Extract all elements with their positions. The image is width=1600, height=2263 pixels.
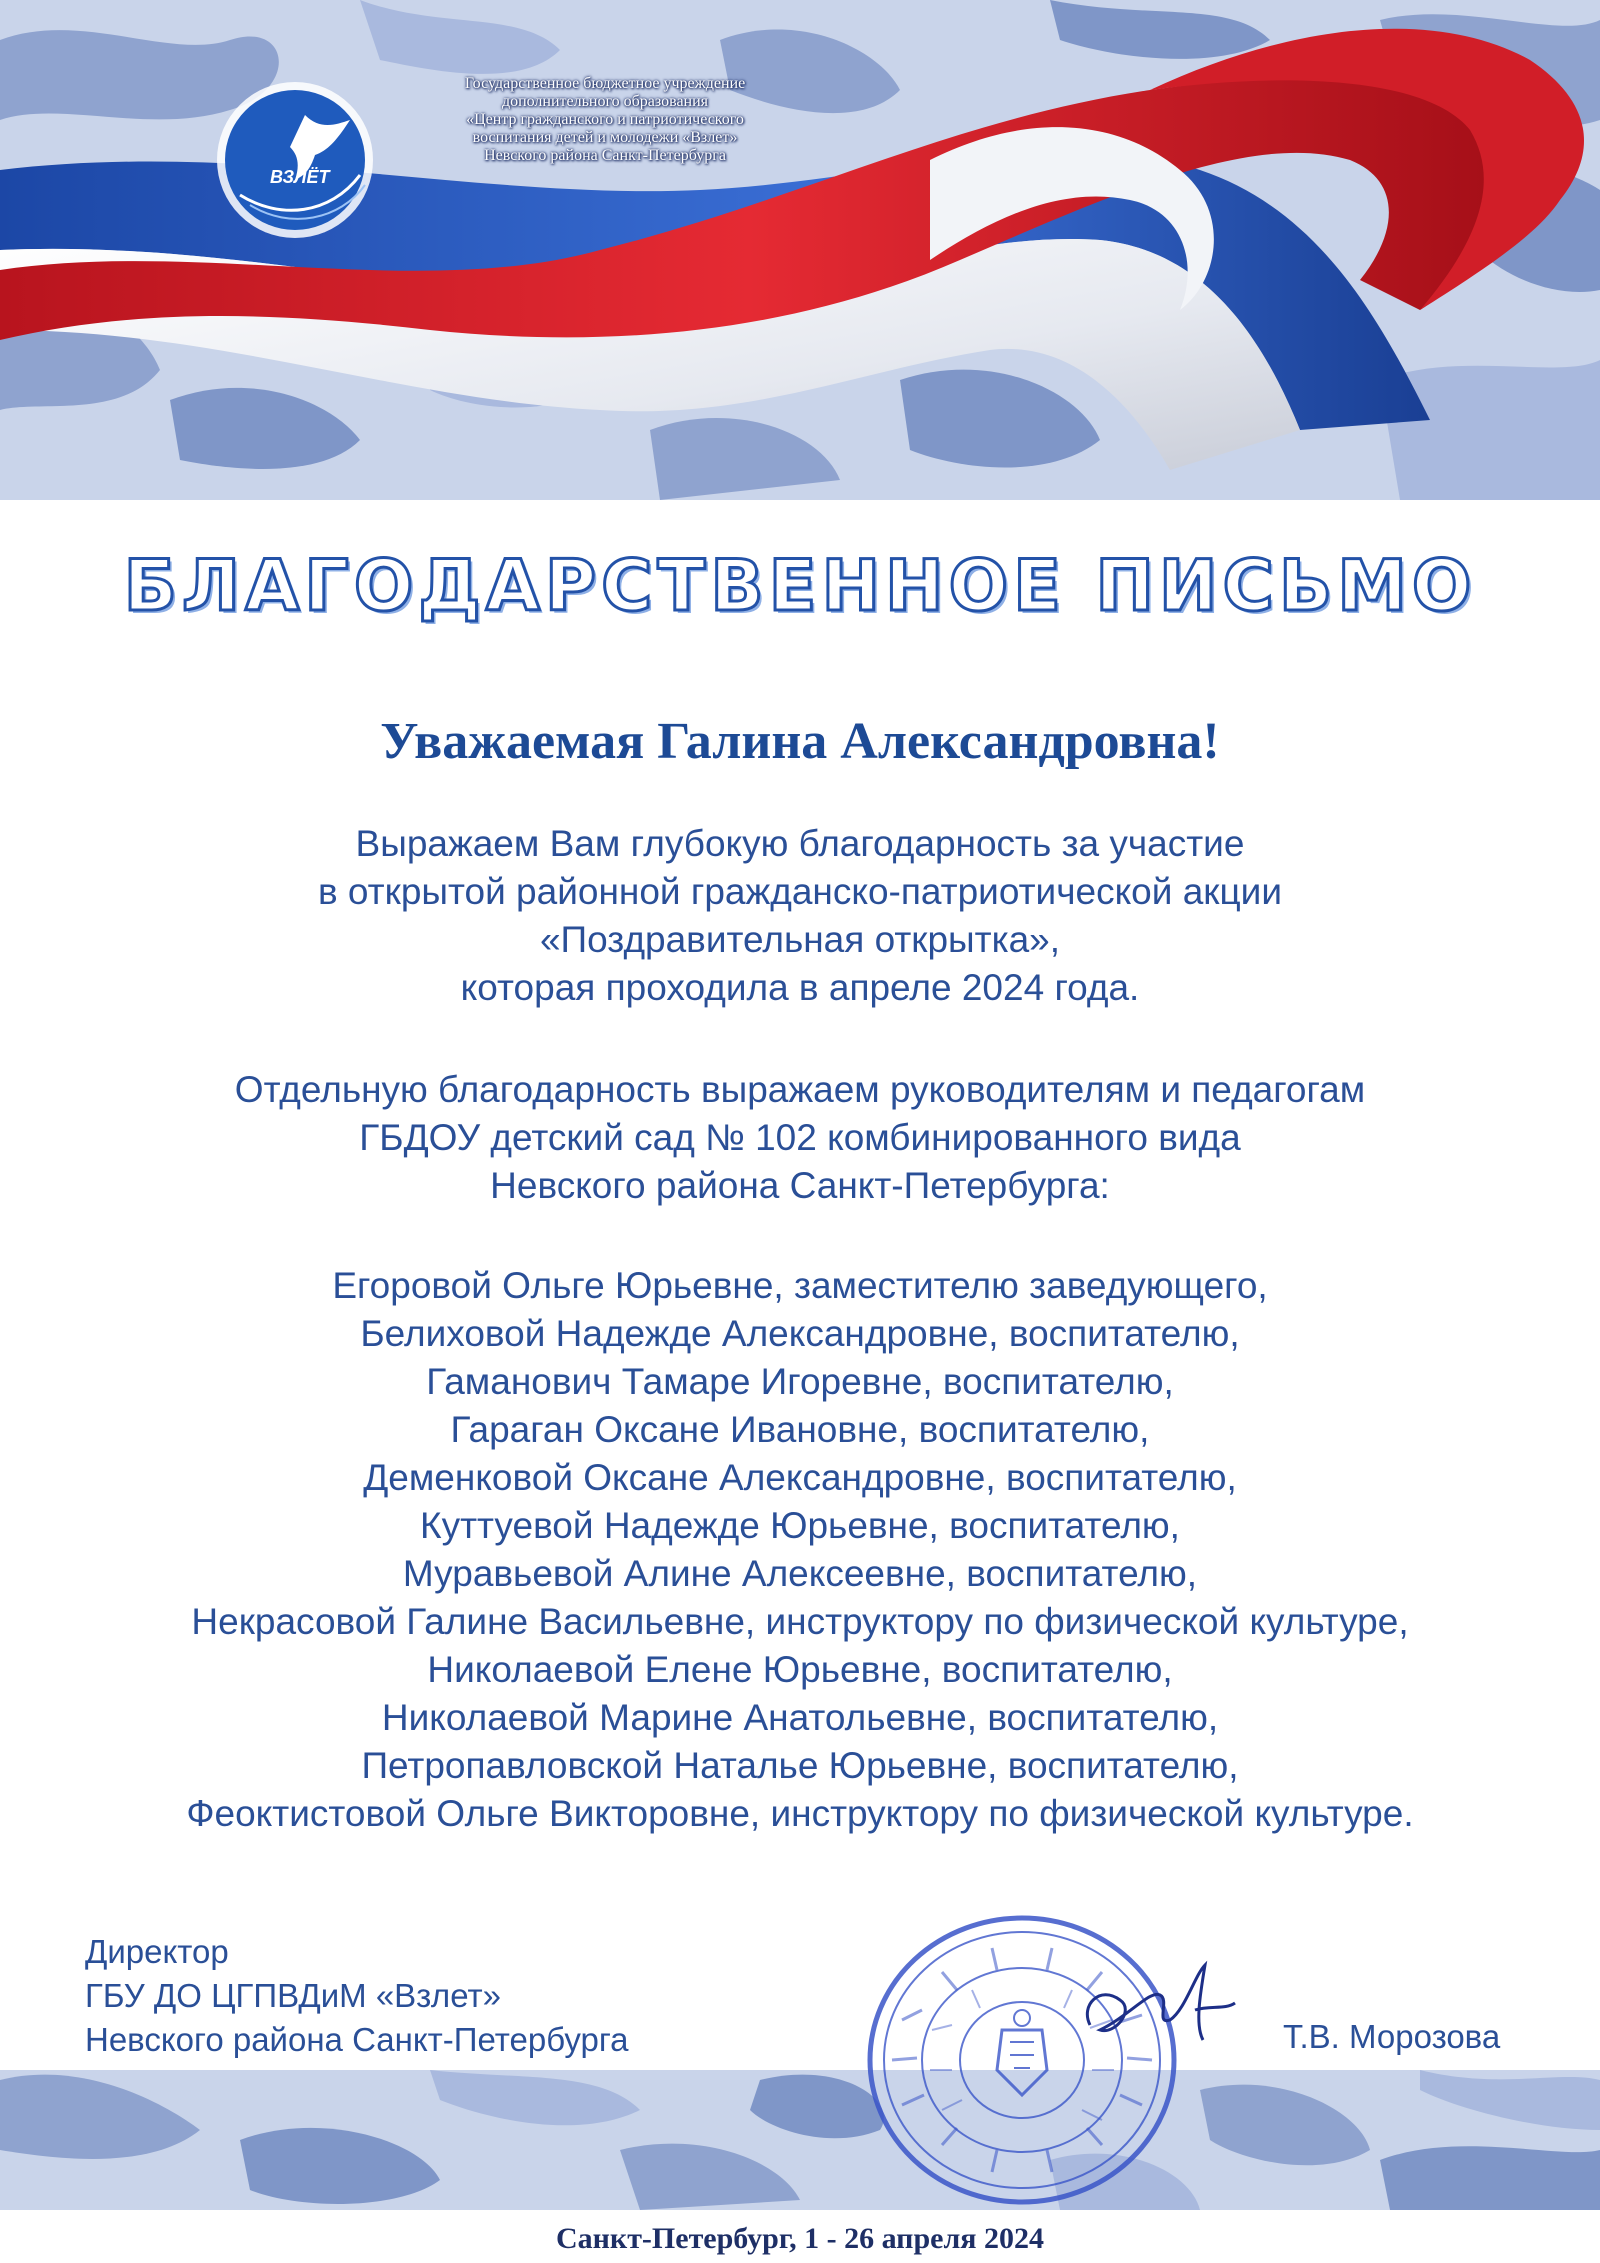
paragraph-line: Отдельную благодарность выражаем руководителям и педагогам <box>234 1069 1366 1110</box>
recipient-item: Гаманович Тамаре Игоревне, воспитателю, <box>426 1361 1174 1402</box>
handwritten-signature <box>1075 1955 1250 2065</box>
director-name: Т.В. Морозова <box>1283 2018 1501 2055</box>
recipient-item: Егоровой Ольге Юрьевне, заместителю заведующего, <box>332 1265 1268 1306</box>
organization-name <box>400 75 810 165</box>
recipient-item: Муравьевой Алине Алексеевне, воспитателю, <box>402 1553 1198 1594</box>
org-line: Невского района Санкт-Петербурга <box>484 147 726 164</box>
org-line: воспитания детей и молодежи «Взлет» <box>472 129 738 146</box>
director-signature-block <box>85 1930 629 2062</box>
recipient-item: Гараган Оксане Ивановне, воспитателю, <box>450 1409 1150 1450</box>
recipient-item: Николаевой Елене Юрьевне, воспитателю, <box>427 1649 1173 1690</box>
footer-camouflage-band <box>0 2070 1600 2210</box>
org-line: Государственное бюджетное учреждение <box>464 75 746 92</box>
org-line: дополнительного образования <box>501 93 709 110</box>
camouflage-pattern <box>0 2070 1600 2210</box>
header-banner <box>0 0 1600 500</box>
recipient-item: Петропавловской Наталье Юрьевне, воспитателю, <box>361 1745 1239 1786</box>
director-district: Невского района Санкт-Петербурга <box>85 2021 629 2058</box>
vzlet-logo <box>210 75 380 245</box>
recipients-list <box>0 1262 1600 1838</box>
org-line: «Центр гражданского и патриотического <box>466 111 744 128</box>
paragraph-line: которая проходила в апреле 2024 года. <box>460 967 1140 1008</box>
director-title: Директор <box>85 1933 229 1970</box>
paragraph-line: Невского района Санкт-Петербурга: <box>490 1165 1110 1206</box>
paragraph-line: ГБДОУ детский сад № 102 комбинированного вида <box>359 1117 1241 1158</box>
recipient-item: Белиховой Надежде Александровне, воспитателю, <box>360 1313 1240 1354</box>
recipient-item: Деменковой Оксане Александровне, воспитателю, <box>363 1457 1237 1498</box>
recipient-item: Николаевой Марине Анатольевне, воспитателю, <box>381 1697 1219 1738</box>
director-organization: ГБУ ДО ЦГПВДиМ «Взлет» <box>85 1977 501 2014</box>
recipient-item: Некрасовой Галине Васильевне, инструктору по физической культуре, <box>191 1601 1409 1642</box>
paragraph-line: в открытой районной гражданско-патриотической акции <box>317 871 1282 912</box>
salutation: Уважаемая Галина Александровна! <box>380 713 1220 770</box>
organization-logo-block <box>210 75 800 235</box>
institution-paragraph <box>0 1066 1600 1210</box>
recipient-item: Феоктистовой Ольге Викторовне, инструктору по физической культуре. <box>186 1793 1414 1834</box>
logo-text: ВЗЛЁТ <box>270 167 330 187</box>
document-title: БЛАГОДАРСТВЕННОЕ ПИСЬМО <box>123 545 1477 627</box>
recipient-item: Куттуевой Надежде Юрьевне, воспитателю, <box>420 1505 1180 1546</box>
paragraph-line: «Поздравительная открытка», <box>539 919 1061 960</box>
gratitude-paragraph <box>0 820 1600 1012</box>
paragraph-line: Выражаем Вам глубокую благодарность за участие <box>355 823 1245 864</box>
place-and-date: Санкт-Петербург, 1 - 26 апреля 2024 <box>555 2222 1045 2255</box>
